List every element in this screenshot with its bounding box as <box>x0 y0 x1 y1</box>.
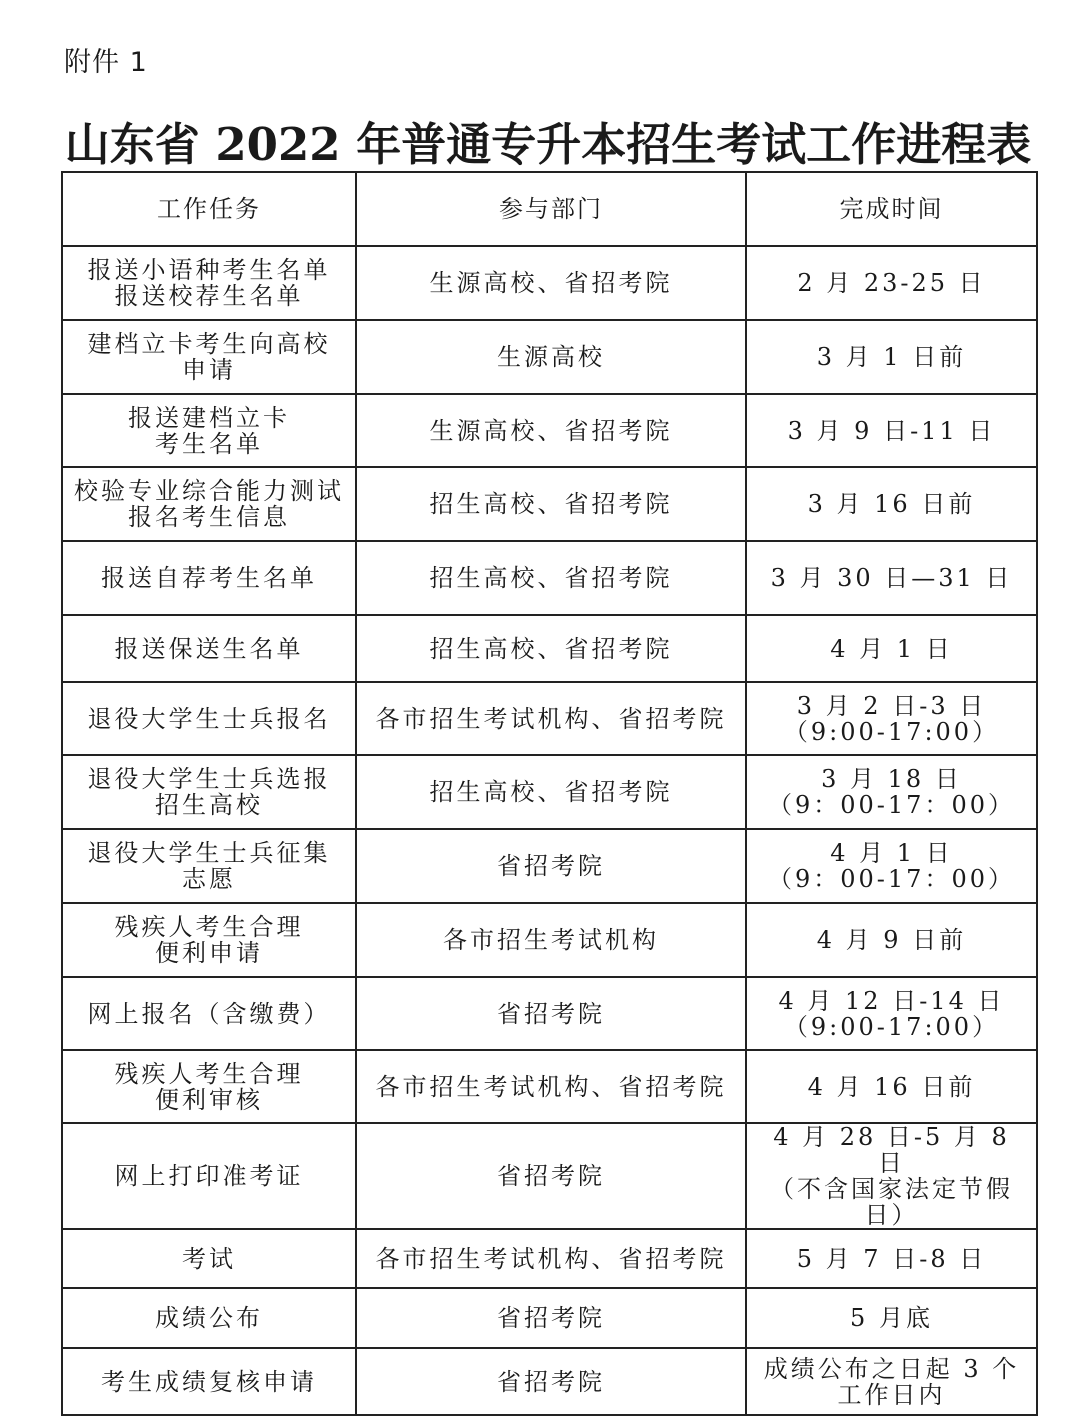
task-cell: 退役大学生士兵选报 招生高校 <box>62 755 356 829</box>
time-cell: 3 月 16 日前 <box>746 467 1037 541</box>
table-row <box>62 541 1037 615</box>
time-cell: 3 月 30 日—31 日 <box>746 541 1037 615</box>
time-cell: 4 月 28 日-5 月 8 日 （不含国家法定节假 日） <box>746 1123 1037 1229</box>
time-cell: 3 月 18 日 （9：00-17：00） <box>746 755 1037 829</box>
schedule-table <box>61 171 1038 1416</box>
department-cell: 各市招生考试机构、省招考院 <box>356 1050 746 1123</box>
task-cell: 建档立卡考生向高校 申请 <box>62 320 356 394</box>
task-cell: 报送保送生名单 <box>62 615 356 682</box>
table-row <box>62 246 1037 320</box>
department-cell: 招生高校、省招考院 <box>356 755 746 829</box>
header-task: 工作任务 <box>62 172 356 246</box>
time-cell: 4 月 9 日前 <box>746 903 1037 977</box>
department-cell: 生源高校、省招考院 <box>356 246 746 320</box>
task-cell: 成绩公布 <box>62 1288 356 1348</box>
header-time: 完成时间 <box>746 172 1037 246</box>
table-header-row <box>62 172 1037 246</box>
table-row <box>62 1123 1037 1229</box>
time-cell: 4 月 16 日前 <box>746 1050 1037 1123</box>
attachment-label: 附件 1 <box>64 47 148 78</box>
department-cell: 生源高校、省招考院 <box>356 394 746 467</box>
task-cell: 考试 <box>62 1229 356 1288</box>
task-cell: 退役大学生士兵征集 志愿 <box>62 829 356 903</box>
task-cell: 考生成绩复核申请 <box>62 1348 356 1415</box>
table-row <box>62 320 1037 394</box>
time-cell: 4 月 12 日-14 日 （9:00-17:00） <box>746 977 1037 1050</box>
task-cell: 残疾人考生合理 便利审核 <box>62 1050 356 1123</box>
table-row <box>62 1229 1037 1288</box>
table-row <box>62 467 1037 541</box>
department-cell: 招生高校、省招考院 <box>356 541 746 615</box>
table-row <box>62 1348 1037 1415</box>
task-cell: 退役大学生士兵报名 <box>62 682 356 755</box>
department-cell: 省招考院 <box>356 1348 746 1415</box>
department-cell: 省招考院 <box>356 1288 746 1348</box>
header-department: 参与部门 <box>356 172 746 246</box>
department-cell: 各市招生考试机构、省招考院 <box>356 682 746 755</box>
department-cell: 省招考院 <box>356 977 746 1050</box>
table-row <box>62 755 1037 829</box>
time-cell: 4 月 1 日 <box>746 615 1037 682</box>
time-cell: 成绩公布之日起 3 个 工作日内 <box>746 1348 1037 1415</box>
table-row <box>62 829 1037 903</box>
task-cell: 残疾人考生合理 便利申请 <box>62 903 356 977</box>
task-cell: 报送小语种考生名单 报送校荐生名单 <box>62 246 356 320</box>
task-cell: 网上打印准考证 <box>62 1123 356 1229</box>
department-cell: 省招考院 <box>356 829 746 903</box>
time-cell: 5 月底 <box>746 1288 1037 1348</box>
table-row <box>62 903 1037 977</box>
table-row <box>62 977 1037 1050</box>
department-cell: 各市招生考试机构 <box>356 903 746 977</box>
time-cell: 4 月 1 日 （9：00-17：00） <box>746 829 1037 903</box>
time-cell: 3 月 9 日-11 日 <box>746 394 1037 467</box>
table-row <box>62 615 1037 682</box>
table-row <box>62 682 1037 755</box>
task-cell: 网上报名（含缴费） <box>62 977 356 1050</box>
task-cell: 报送自荐考生名单 <box>62 541 356 615</box>
document-title: 山东省 2022 年普通专升本招生考试工作进程表 <box>64 118 1032 171</box>
table-row <box>62 1288 1037 1348</box>
time-cell: 3 月 1 日前 <box>746 320 1037 394</box>
department-cell: 生源高校 <box>356 320 746 394</box>
department-cell: 招生高校、省招考院 <box>356 467 746 541</box>
time-cell: 2 月 23-25 日 <box>746 246 1037 320</box>
department-cell: 各市招生考试机构、省招考院 <box>356 1229 746 1288</box>
task-cell: 报送建档立卡 考生名单 <box>62 394 356 467</box>
table-row <box>62 394 1037 467</box>
time-cell: 5 月 7 日-8 日 <box>746 1229 1037 1288</box>
table-row <box>62 1050 1037 1123</box>
department-cell: 省招考院 <box>356 1123 746 1229</box>
task-cell: 校验专业综合能力测试 报名考生信息 <box>62 467 356 541</box>
department-cell: 招生高校、省招考院 <box>356 615 746 682</box>
time-cell: 3 月 2 日-3 日 （9:00-17:00） <box>746 682 1037 755</box>
